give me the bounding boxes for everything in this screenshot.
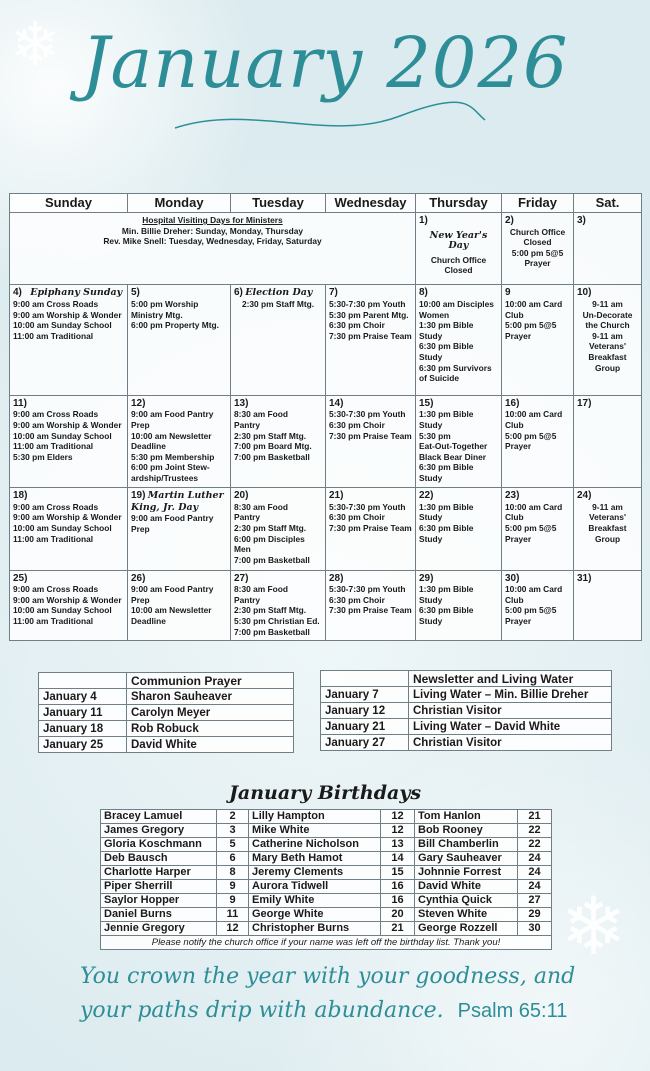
birthday-day: 11 — [217, 908, 249, 922]
birthday-day: 2 — [217, 810, 249, 824]
birthday-day: 27 — [518, 894, 552, 908]
day-number: 21) — [329, 490, 344, 502]
day-cell — [574, 395, 642, 487]
day-cell — [128, 570, 231, 640]
birthday-note: Please notify the church office if your name was left off the birthday list. Thank you! — [101, 936, 552, 950]
day-cell — [574, 285, 642, 395]
birthday-name: Saylor Hopper — [101, 894, 217, 908]
day-header-friday: Friday — [502, 194, 574, 213]
day-number: 8) — [419, 287, 428, 299]
calendar-grid — [9, 193, 642, 641]
birthday-day: 16 — [381, 880, 415, 894]
day-cell — [416, 213, 502, 285]
day-number: 20) — [234, 490, 249, 502]
communion-date: January 11 — [39, 705, 127, 721]
day-cell — [416, 285, 502, 395]
day-events: 5:30-7:30 pm Youth 6:30 pm Choir 7:30 pm Praise Team — [329, 501, 412, 534]
day-events: 5:30-7:30 pm Youth 6:30 pm Choir 7:30 pm Praise Team — [329, 584, 412, 616]
birthday-row — [101, 810, 552, 824]
day-number: 24) — [577, 490, 592, 502]
birthday-row — [101, 838, 552, 852]
birthday-day: 30 — [518, 922, 552, 936]
day-number: 25) — [13, 572, 28, 584]
day-number: 5) — [131, 287, 140, 299]
birthday-name: Mike White — [249, 824, 381, 838]
day-cell — [326, 488, 416, 570]
holiday-label: New Year's Day — [429, 229, 488, 252]
birthday-name: Charlotte Harper — [101, 866, 217, 880]
birthday-day: 29 — [518, 908, 552, 922]
birthday-day: 13 — [381, 838, 415, 852]
birthday-day: 22 — [518, 824, 552, 838]
newsletter-date: January 27 — [321, 735, 409, 751]
birthday-day: 21 — [518, 810, 552, 824]
day-cell — [502, 395, 574, 487]
communion-name: David White — [127, 737, 294, 753]
day-cell — [574, 488, 642, 570]
day-events: 9-11 am Veterans' Breakfast Group — [588, 501, 627, 544]
day-header-monday: Monday — [128, 194, 231, 213]
newsletter-table — [320, 670, 612, 751]
communion-date: January 4 — [39, 689, 127, 705]
communion-date: January 18 — [39, 721, 127, 737]
birthday-day: 20 — [381, 908, 415, 922]
day-number: 10) — [577, 287, 592, 299]
day-events: 10:00 am Card Club 5:00 pm 5@5 Prayer — [505, 409, 563, 452]
birthday-day: 24 — [518, 880, 552, 894]
birthday-name: David White — [415, 880, 518, 894]
birthday-name: George Rozzell — [415, 922, 518, 936]
day-events: 10:00 am Card Club 5:00 pm 5@5 Prayer — [505, 298, 563, 341]
day-cell — [574, 570, 642, 640]
birthday-name: Gloria Koschmann — [101, 838, 217, 852]
day-events: 9:00 am Cross Roads 9:00 am Worship & Wonder 10:00 am Sunday School 11:00 am Traditional — [13, 584, 122, 627]
newsletter-name: Living Water – David White — [409, 719, 612, 735]
communion-name: Carolyn Meyer — [127, 705, 294, 721]
day-number: 11) — [13, 397, 27, 409]
blank-cell — [321, 671, 409, 687]
birthday-name: Jennie Gregory — [101, 922, 217, 936]
birthday-name: Tom Hanlon — [415, 810, 518, 824]
newsletter-name: Christian Visitor — [409, 735, 612, 751]
birthday-name: Daniel Burns — [101, 908, 217, 922]
day-cell — [416, 570, 502, 640]
birthday-name: Deb Bausch — [101, 852, 217, 866]
communion-prayer-table — [38, 672, 294, 753]
day-number: 1) — [419, 215, 428, 227]
day-header-wednesday: Wednesday — [326, 194, 416, 213]
day-events: 10:00 am Card Club 5:00 pm 5@5 Prayer — [505, 501, 563, 544]
day-cell — [502, 488, 574, 570]
day-cell — [10, 395, 128, 487]
day-events: 10:00 am Disciples Women 1:30 pm Bible Study 6:30 pm Bible Study 6:30 pm Survivors of Suicide — [419, 298, 494, 384]
birthday-name: Jeremy Clements — [249, 866, 381, 880]
birthday-name: Bracey Lamuel — [101, 810, 217, 824]
snowflake-icon: ❄ — [560, 882, 628, 971]
day-number: 26) — [131, 572, 146, 584]
day-number: 3) — [577, 215, 586, 227]
newsletter-name: Living Water – Min. Billie Dreher — [409, 687, 612, 703]
scripture-verse — [80, 960, 640, 1028]
holiday-label: Epiphany Sunday — [30, 287, 123, 299]
day-cell — [231, 395, 326, 487]
birthdays-table — [100, 809, 552, 950]
day-events: 1:30 pm Bible Study 5:30 pm Eat-Out-Together Black Bear Diner 6:30 pm Bible Study — [419, 409, 488, 484]
birthdays-title: January Birthdays — [228, 782, 422, 804]
day-events: 9-11 am Un-Decorate the Church 9-11 am Veterans' Breakfast Group — [582, 298, 633, 373]
verse-line: You crown the year with your goodness, and — [80, 964, 576, 989]
day-number: 14) — [329, 397, 344, 409]
day-number: 18) — [13, 490, 28, 502]
day-events: 1:30 pm Bible Study 6:30 pm Bible Study — [419, 584, 474, 627]
holiday-label: Election Day — [245, 287, 313, 299]
blank-cell — [39, 673, 127, 689]
day-cell — [10, 488, 128, 570]
birthday-name: Catherine Nicholson — [249, 838, 381, 852]
day-events: Church Office Closed 5:00 pm 5@5 Prayer — [509, 226, 566, 269]
day-events: 5:30-7:30 pm Youth 5:30 pm Parent Mtg. 6:30 pm Choir 7:30 pm Praise Team — [329, 298, 412, 341]
day-cell — [326, 570, 416, 640]
birthday-row — [101, 908, 552, 922]
verse-reference: Psalm 65:11 — [457, 1000, 568, 1022]
birthday-name: Piper Sherrill — [101, 880, 217, 894]
birthday-day: 8 — [217, 866, 249, 880]
day-header-saturday: Sat. — [574, 194, 642, 213]
birthday-day: 21 — [381, 922, 415, 936]
day-header-tuesday: Tuesday — [231, 194, 326, 213]
birthday-row — [101, 880, 552, 894]
day-cell — [416, 488, 502, 570]
day-events: 9:00 am Cross Roads 9:00 am Worship & Wonder 10:00 am Sunday School 11:00 am Traditional — [13, 298, 122, 341]
day-events: 1:30 pm Bible Study 6:30 pm Bible Study — [419, 501, 474, 544]
day-number: 6) — [234, 287, 243, 299]
snowflake-icon: ❄ — [10, 11, 61, 78]
birthday-day: 14 — [381, 852, 415, 866]
day-cell — [502, 213, 574, 285]
day-events: 9:00 am Food Pantry Prep 10:00 am Newsletter Deadline 5:30 pm Membership 6:00 pm Joint Stew- ardship/Trustees — [131, 409, 215, 484]
birthday-day: 15 — [381, 866, 415, 880]
birthday-name: Emily White — [249, 894, 381, 908]
day-header-sunday: Sunday — [10, 194, 128, 213]
newsletter-date: January 21 — [321, 719, 409, 735]
hospital-line: Min. Billie Dreher: Sunday, Monday, Thursday — [121, 225, 304, 236]
day-events: 9:00 am Cross Roads 9:00 am Worship & Wonder 10:00 am Sunday School 11:00 am Traditional 5:30 pm Elders — [13, 409, 122, 462]
birthday-name: Aurora Tidwell — [249, 880, 381, 894]
day-number: 4) — [13, 287, 22, 299]
day-events: 9:00 am Food Pantry Prep 10:00 am Newsletter Deadline — [131, 584, 214, 627]
newsletter-date: January 7 — [321, 687, 409, 703]
day-events: 5:30-7:30 pm Youth 6:30 pm Choir 7:30 pm Praise Team — [329, 409, 412, 441]
birthday-name: Cynthia Quick — [415, 894, 518, 908]
day-cell — [326, 285, 416, 395]
hospital-line: Rev. Mike Snell: Tuesday, Wednesday, Friday, Saturday — [103, 236, 322, 247]
title-swirl-decoration — [170, 98, 490, 138]
birthday-row — [101, 866, 552, 880]
communion-header: Communion Prayer — [127, 673, 294, 689]
day-number: 28) — [329, 572, 344, 584]
birthday-row — [101, 852, 552, 866]
day-events: 10:00 am Card Club 5:00 pm 5@5 Prayer — [505, 584, 563, 627]
communion-date: January 25 — [39, 737, 127, 753]
day-cell — [10, 285, 128, 395]
birthday-day: 16 — [381, 894, 415, 908]
day-events: 5:00 pm Worship Ministry Mtg. 6:00 pm Property Mtg. — [131, 298, 219, 331]
day-number: 22) — [419, 490, 434, 502]
day-number: 19) — [131, 490, 146, 502]
birthday-day: 24 — [518, 852, 552, 866]
birthday-row — [101, 894, 552, 908]
birthday-day: 6 — [217, 852, 249, 866]
day-number: 15) — [419, 397, 434, 409]
birthday-name: Gary Sauheaver — [415, 852, 518, 866]
day-cell — [231, 285, 326, 395]
day-events: 8:30 am Food Pantry 2:30 pm Staff Mtg. 7:00 pm Board Mtg. 7:00 pm Basketball — [234, 409, 312, 462]
birthday-name: Bob Rooney — [415, 824, 518, 838]
day-number: 9 — [505, 287, 511, 299]
day-events: 8:30 am Food Pantry 2:30 pm Staff Mtg. 5:30 pm Christian Ed. 7:00 pm Basketball — [234, 584, 320, 637]
birthday-day: 3 — [217, 824, 249, 838]
day-cell — [502, 285, 574, 395]
day-events: 2:30 pm Staff Mtg. — [241, 298, 315, 309]
birthday-name: Mary Beth Hamot — [249, 852, 381, 866]
birthday-row — [101, 824, 552, 838]
birthday-name: Lilly Hampton — [249, 810, 381, 824]
communion-name: Sharon Sauheaver — [127, 689, 294, 705]
day-number: 12) — [131, 397, 146, 409]
birthday-day: 24 — [518, 866, 552, 880]
day-number: 31) — [577, 572, 592, 584]
newsletter-name: Christian Visitor — [409, 703, 612, 719]
day-cell — [128, 395, 231, 487]
birthday-name: Steven White — [415, 908, 518, 922]
birthday-day: 22 — [518, 838, 552, 852]
communion-name: Rob Robuck — [127, 721, 294, 737]
day-number: 27) — [234, 572, 249, 584]
day-cell — [416, 395, 502, 487]
day-cell — [574, 213, 642, 285]
birthday-name: James Gregory — [101, 824, 217, 838]
day-number: 23) — [505, 490, 520, 502]
birthday-name: George White — [249, 908, 381, 922]
day-cell — [128, 285, 231, 395]
day-events: 9:00 am Cross Roads 9:00 am Worship & Wonder 10:00 am Sunday School 11:00 am Traditional — [13, 501, 122, 544]
day-events: 9:00 am Food Pantry Prep — [131, 513, 214, 535]
day-cell — [231, 488, 326, 570]
day-number: 30) — [505, 572, 520, 584]
day-number: 2) — [505, 215, 514, 227]
holiday-label: Martin Luther King, Jr. Day — [131, 490, 224, 513]
birthday-name: Christopher Burns — [249, 922, 381, 936]
hospital-title: Hospital Visiting Days for Ministers — [142, 215, 283, 226]
day-cell — [502, 570, 574, 640]
day-events: Church Office Closed — [430, 254, 487, 276]
birthday-day: 12 — [381, 810, 415, 824]
day-cell — [231, 570, 326, 640]
birthday-day: 9 — [217, 880, 249, 894]
newsletter-date: January 12 — [321, 703, 409, 719]
birthday-name: Johnnie Forrest — [415, 866, 518, 880]
birthday-day: 9 — [217, 894, 249, 908]
day-cell — [326, 395, 416, 487]
birthday-row — [101, 922, 552, 936]
day-cell — [128, 488, 231, 570]
hospital-visiting-notice — [10, 213, 416, 285]
birthday-day: 12 — [381, 824, 415, 838]
newsletter-header: Newsletter and Living Water — [409, 671, 612, 687]
birthday-name: Bill Chamberlin — [415, 838, 518, 852]
day-number: 17) — [577, 397, 592, 409]
day-number: 29) — [419, 572, 434, 584]
birthday-day: 12 — [217, 922, 249, 936]
day-number: 7) — [329, 287, 338, 299]
birthday-day: 5 — [217, 838, 249, 852]
day-events: 8:30 am Food Pantry 2:30 pm Staff Mtg. 6:00 pm Disciples Men 7:00 pm Basketball — [234, 501, 310, 565]
day-number: 16) — [505, 397, 520, 409]
page-title: January 2026 — [81, 22, 569, 104]
day-number: 13) — [234, 397, 249, 409]
verse-line: your paths drip with abundance. — [80, 998, 444, 1023]
day-cell — [10, 570, 128, 640]
day-header-thursday: Thursday — [416, 194, 502, 213]
